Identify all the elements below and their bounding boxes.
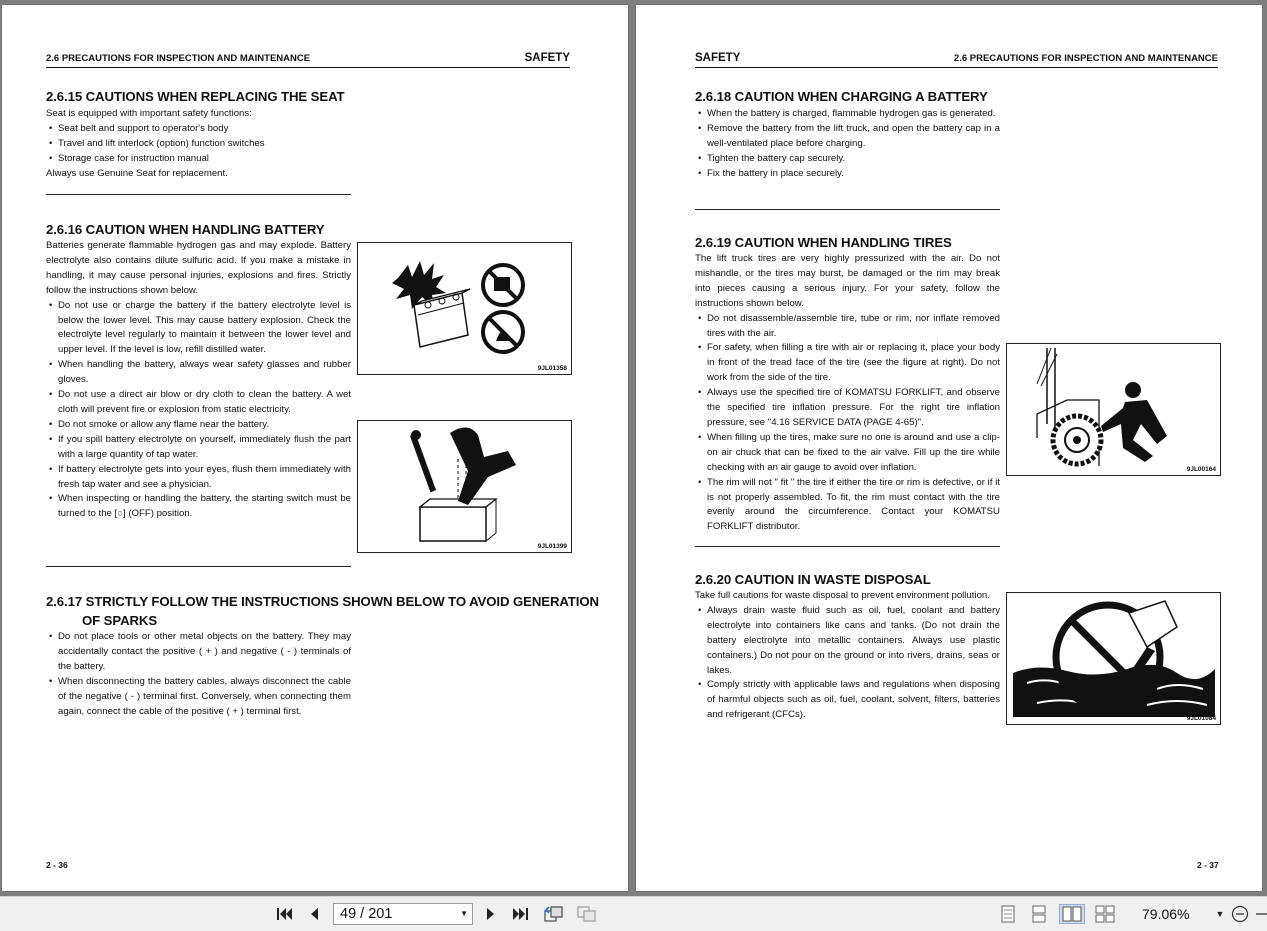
list-item: • Do not disassemble/assemble tire, tube or rim, nor inflate removed tires with the air. bbox=[695, 312, 1000, 342]
section-title-2-6-17-cont: OF SPARKS bbox=[82, 613, 158, 628]
section-body-2-6-17 bbox=[46, 630, 351, 719]
section-title-2-6-17: 2.6.17 STRICTLY FOLLOW THE INSTRUCTIONS SHOWN BELOW TO AVOID GENERATION bbox=[46, 594, 599, 609]
battery-explosion-illustration bbox=[358, 243, 571, 374]
section-body-2-6-16 bbox=[46, 239, 351, 522]
list-item: • Remove the battery from the lift truck, and open the battery cap in a well-ventilated place before charging. bbox=[695, 122, 1000, 152]
section-title-2-6-20: 2.6.20 CAUTION IN WASTE DISPOSAL bbox=[695, 572, 931, 587]
right-page bbox=[636, 5, 1262, 891]
zoom-level[interactable]: 79.06% bbox=[1142, 906, 1190, 922]
battery-electrolyte-figure bbox=[357, 420, 572, 553]
list-item: • If battery electrolyte gets into your eyes, flush them immediately with fresh tap water and see a physician. bbox=[46, 463, 351, 493]
list-item: • Always use the specified tire of KOMATSU FORKLIFT, and observe the specified tire inflation pressure. For the right tire inflation pressure, see "4.16 SERVICE DATA (PAGE 4-65)". bbox=[695, 386, 1000, 431]
list-item: • Comply strictly with applicable laws and regulations when disposing of harmful objects such as oil, fuel, coolant, solvent, filters, batteries and refrigerant (CFCs). bbox=[695, 678, 1000, 723]
header-section: 2.6 PRECAUTIONS FOR INSPECTION AND MAINTENANCE bbox=[953, 53, 1218, 64]
page-header bbox=[695, 49, 1218, 68]
zoom-slider[interactable] bbox=[1254, 904, 1267, 924]
electrolyte-check-illustration bbox=[358, 421, 571, 552]
list-item: • Travel and lift interlock (option) function switches bbox=[46, 137, 351, 152]
go-back-view-icon[interactable] bbox=[542, 904, 566, 924]
bullet-list bbox=[46, 299, 351, 523]
list-item: • The rim will not " fit " the tire if either the tire or rim is defective, or if it is not properly assembled. To fit, the rim must contact with the tire evenly around the circumference. Contact your KOMATSU FORKLIFT distributor. bbox=[695, 476, 1000, 536]
section-body-2-6-15 bbox=[46, 107, 351, 182]
paragraph: Seat is equipped with important safety functions: bbox=[46, 108, 252, 119]
bullet-list bbox=[46, 630, 351, 719]
last-page-icon[interactable] bbox=[511, 904, 531, 924]
left-page bbox=[2, 5, 628, 891]
paragraph: The lift truck tires are very highly pressurized with the air. Do not mishandle, or the tires may burst, be damaged or the rim may break into pieces causing a serious injury. For your safety, follow the instructions shown below. bbox=[695, 253, 1000, 309]
tire-inflation-illustration bbox=[1007, 344, 1220, 475]
page-number-input[interactable] bbox=[333, 903, 473, 925]
list-item: • Storage case for instruction manual bbox=[46, 152, 351, 167]
section-title-2-6-16: 2.6.16 CAUTION WHEN HANDLING BATTERY bbox=[46, 222, 325, 237]
page-number: 2 - 37 bbox=[1197, 860, 1219, 870]
list-item: • Do not use or charge the battery if the battery electrolyte level is below the lower level. This may cause battery explosion. Check the electrolyte level regularly to maintain it between the lower level and upper level. If the level is low, refill distilled water. bbox=[46, 299, 351, 359]
section-body-2-6-20 bbox=[695, 589, 1000, 723]
list-item: • When filling up the tires, make sure no one is around and use a clip-on air chuck that can be fixed to the air valve. Fill up the tire while checking with an air gauge to avoid over inflation. bbox=[695, 431, 1000, 476]
figure-id: 9JL01084 bbox=[1186, 715, 1216, 722]
header-chapter: SAFETY bbox=[695, 52, 741, 64]
page-indicator: 49 / 201 bbox=[340, 906, 393, 922]
bullet-list bbox=[695, 604, 1000, 723]
section-divider bbox=[695, 209, 1000, 210]
page-header bbox=[46, 49, 570, 68]
list-item: • Fix the battery in place securely. bbox=[695, 167, 1000, 182]
list-item: • Always drain waste fluid such as oil, fuel, coolant and battery electrolyte into containers like cans and tanks. (Do not drain the battery electrolyte into metallic containers. Always use plastic containers.) Do not pour on the ground or into rivers, drains, seas or lakes. bbox=[695, 604, 1000, 679]
prev-page-icon[interactable] bbox=[305, 904, 323, 924]
section-divider bbox=[46, 194, 351, 195]
zoom-out-icon[interactable] bbox=[1230, 904, 1250, 924]
figure-id: 9JL00164 bbox=[1186, 466, 1216, 473]
waste-disposal-illustration bbox=[1007, 593, 1220, 724]
viewer-toolbar bbox=[0, 896, 1267, 931]
paragraph: Batteries generate flammable hydrogen gas and may explode. Battery electrolyte also contains dilute sulfuric acid. If you make a mistake in handling, it may cause personal injuries, explosions and fires. Strictly follow the instructions shown below. bbox=[46, 240, 351, 296]
battery-explosion-figure bbox=[357, 242, 572, 375]
continuous-view-icon[interactable] bbox=[1029, 904, 1049, 924]
section-title-2-6-18: 2.6.18 CAUTION WHEN CHARGING A BATTERY bbox=[695, 89, 988, 104]
paragraph: Take full cautions for waste disposal to prevent environment pollution. bbox=[695, 590, 990, 601]
list-item: • Do not place tools or other metal objects on the battery. They may accidentally contact the positive ( + ) and negative ( - ) terminals of the battery. bbox=[46, 630, 351, 675]
figure-id: 9JL01358 bbox=[537, 365, 567, 372]
header-chapter: SAFETY bbox=[524, 52, 570, 64]
section-title-2-6-15: 2.6.15 CAUTIONS WHEN REPLACING THE SEAT bbox=[46, 89, 345, 104]
paragraph: Always use Genuine Seat for replacement. bbox=[46, 167, 228, 179]
list-item: • For safety, when filling a tire with air or replacing it, place your body in front of the tread face of the tire (see the figure at right). Do not work from the side of the tire. bbox=[695, 341, 1000, 386]
list-item: • When the battery is charged, flammable hydrogen gas is generated. bbox=[695, 107, 1000, 122]
section-body-2-6-19 bbox=[695, 252, 1000, 535]
page-number: 2 - 36 bbox=[46, 860, 68, 870]
tire-inflation-figure bbox=[1006, 343, 1221, 476]
section-title-2-6-19: 2.6.19 CAUTION WHEN HANDLING TIRES bbox=[695, 235, 952, 250]
bullet-list bbox=[46, 122, 351, 167]
bullet-list bbox=[695, 312, 1000, 536]
waste-disposal-figure bbox=[1006, 592, 1221, 725]
first-page-icon[interactable] bbox=[274, 904, 294, 924]
section-divider bbox=[46, 566, 351, 567]
next-page-icon[interactable] bbox=[482, 904, 500, 924]
single-page-view-icon[interactable] bbox=[998, 904, 1018, 924]
list-item: • Tighten the battery cap securely. bbox=[695, 152, 1000, 167]
figure-id: 9JL01399 bbox=[537, 543, 567, 550]
zoom-dropdown-chevron-icon[interactable]: ▼ bbox=[1215, 909, 1225, 919]
list-item: • Seat belt and support to operator's body bbox=[46, 122, 351, 137]
section-divider bbox=[695, 546, 1000, 547]
header-section: 2.6 PRECAUTIONS FOR INSPECTION AND MAINTENANCE bbox=[46, 53, 311, 64]
two-page-continuous-icon[interactable] bbox=[1094, 904, 1116, 924]
list-item: • When handling the battery, always wear safety glasses and rubber gloves. bbox=[46, 358, 351, 388]
two-page-view-icon[interactable] bbox=[1059, 904, 1085, 924]
section-body-2-6-18 bbox=[695, 107, 1000, 182]
go-forward-view-icon[interactable] bbox=[575, 904, 599, 924]
list-item: • Do not use a direct air blow or dry cloth to clean the battery. A wet cloth will prevent fire or explosion from static electricity. bbox=[46, 388, 351, 418]
list-item: • When disconnecting the battery cables, always disconnect the cable of the negative ( - ) terminal first. Conversely, when connecting them again, connect the cable of the positive ( + ) terminal first. bbox=[46, 675, 351, 720]
chevron-down-icon[interactable]: ▼ bbox=[460, 909, 468, 918]
list-item: • Do not smoke or allow any flame near the battery. bbox=[46, 418, 351, 433]
list-item: • If you spill battery electrolyte on yourself, immediately flush the part with a large quantity of tap water. bbox=[46, 433, 351, 463]
bullet-list bbox=[695, 107, 1000, 182]
list-item: • When inspecting or handling the battery, the starting switch must be turned to the [○] (OFF) position. bbox=[46, 492, 351, 522]
